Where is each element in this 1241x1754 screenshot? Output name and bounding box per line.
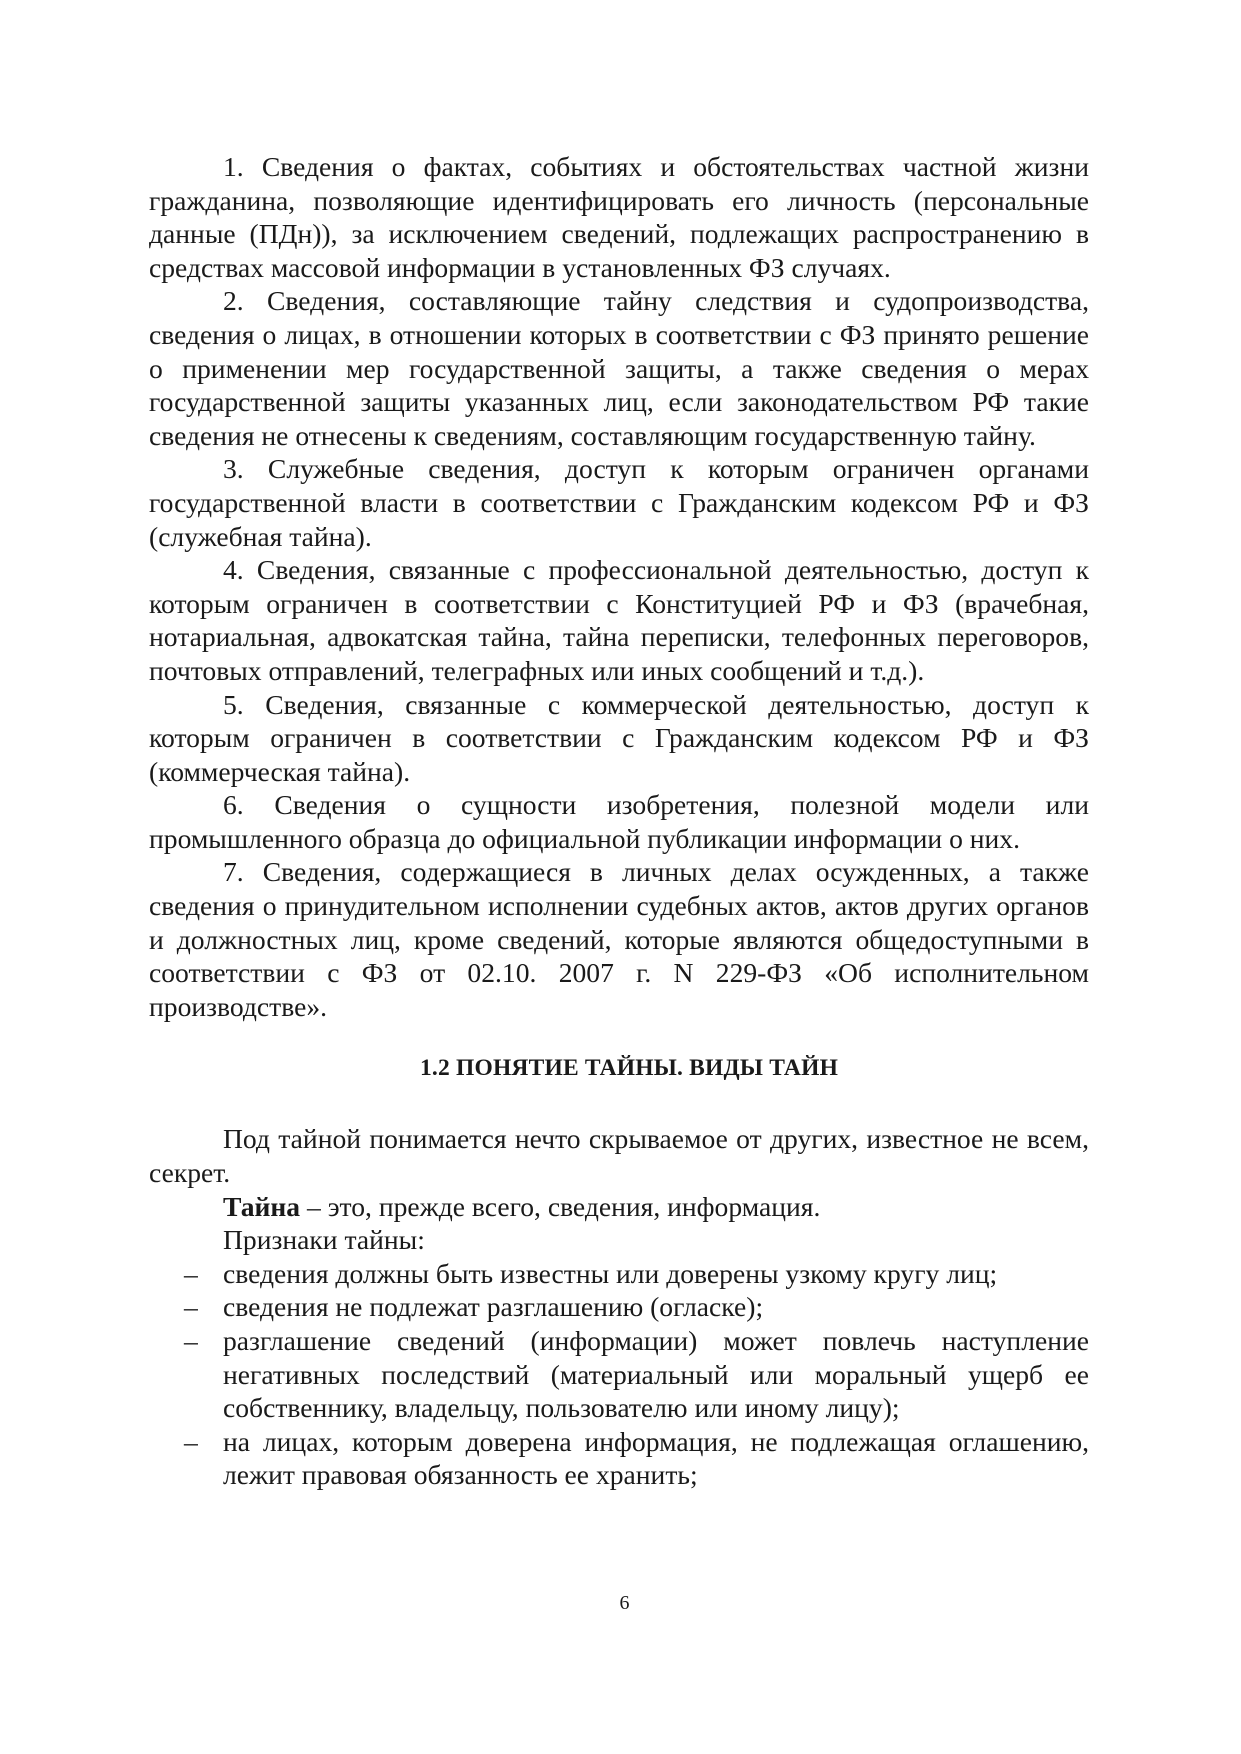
list-item-1: 1. Сведения о фактах, событиях и обстоятельствах частной жизни гражданина, позволяющие идентифицировать его личность (персональные данные (ПДн)), за исключением сведений, подлежащих распространению в средствах массовой информации в установленных ФЗ случаях. bbox=[149, 151, 1089, 283]
intro-paragraph: Под тайной понимается нечто скрываемое от других, известное не всем, секрет. bbox=[149, 1123, 1089, 1189]
section-heading: 1.2 ПОНЯТИЕ ТАЙНЫ. ВИДЫ ТАЙН bbox=[419, 1055, 839, 1082]
signs-label: Признаки тайны: bbox=[223, 1224, 425, 1256]
signs-list-item-text: сведения должны быть известны или доверены узкому кругу лиц; bbox=[223, 1257, 998, 1289]
signs-list-item-2 bbox=[149, 1290, 1089, 1324]
signs-list-item-4 bbox=[149, 1425, 1089, 1492]
list-item-4: 4. Сведения, связанные с профессиональной деятельностью, доступ к которым ограничен в соответствии с Конституцией РФ и ФЗ (врачебная, нотариальная, адвокатская тайна, тайна переписки, телефонных переговоров, почтовых отправлений, телеграфных или иных сообщений и т.д.). bbox=[149, 554, 1089, 686]
signs-list-item-text: разглашение сведений (информации) может повлечь наступление негативных последствий (материальный или моральный ущерб ее собственнику, владельцу, пользователю или иному лицу); bbox=[223, 1325, 1089, 1424]
list-item-5: 5. Сведения, связанные с коммерческой деятельностью, доступ к которым ограничен в соответствии с Гражданским кодексом РФ и ФЗ (коммерческая тайна). bbox=[149, 688, 1089, 787]
list-item-7: 7. Сведения, содержащиеся в личных делах осужденных, а также сведения о принудительном исполнении судебных актов, актов других органов и должностных лиц, кроме сведений, которые являются общедоступными в соответствии с ФЗ от 02.10. 2007 г. N 229-ФЗ «Об исполнительном производстве». bbox=[149, 856, 1089, 1022]
dash-marker: – bbox=[184, 1425, 198, 1457]
signs-list-item-text: на лицах, которым доверена информация, не подлежащая оглашению, лежит правовая обязанность ее хранить; bbox=[223, 1425, 1089, 1491]
definition-term: Тайна bbox=[223, 1190, 301, 1222]
list-item-3: 3. Служебные сведения, доступ к которым ограничен органами государственной власти в соответствии с Гражданским кодексом РФ и ФЗ (служебная тайна). bbox=[149, 453, 1089, 552]
dash-marker: – bbox=[184, 1257, 198, 1289]
definition-paragraph bbox=[149, 1190, 1089, 1224]
dash-marker: – bbox=[184, 1291, 198, 1323]
signs-list-item-1 bbox=[149, 1257, 1089, 1291]
signs-list bbox=[149, 1257, 1089, 1492]
dash-marker: – bbox=[184, 1325, 198, 1356]
list-item-2: 2. Сведения, составляющие тайну следствия и судопроизводства, сведения о лицах, в отношении которых в соответствии с ФЗ принято решение о применении мер государственной защиты, а также сведения о мерах государственной защиты указанных лиц, если законодательством РФ такие сведения не отнесены к сведениям, составляющим государственную тайну. bbox=[149, 285, 1089, 451]
page-body bbox=[149, 150, 1089, 1492]
signs-list-item-3 bbox=[149, 1324, 1089, 1425]
signs-list-item-text: сведения не подлежат разглашению (огласке); bbox=[223, 1291, 764, 1323]
list-item-6: 6. Сведения о сущности изобретения, полезной модели или промышленного образца до официальной публикации информации о них. bbox=[149, 789, 1089, 854]
page-number: 6 bbox=[619, 1592, 630, 1614]
definition-text: – это, прежде всего, сведения, информация. bbox=[300, 1190, 821, 1222]
